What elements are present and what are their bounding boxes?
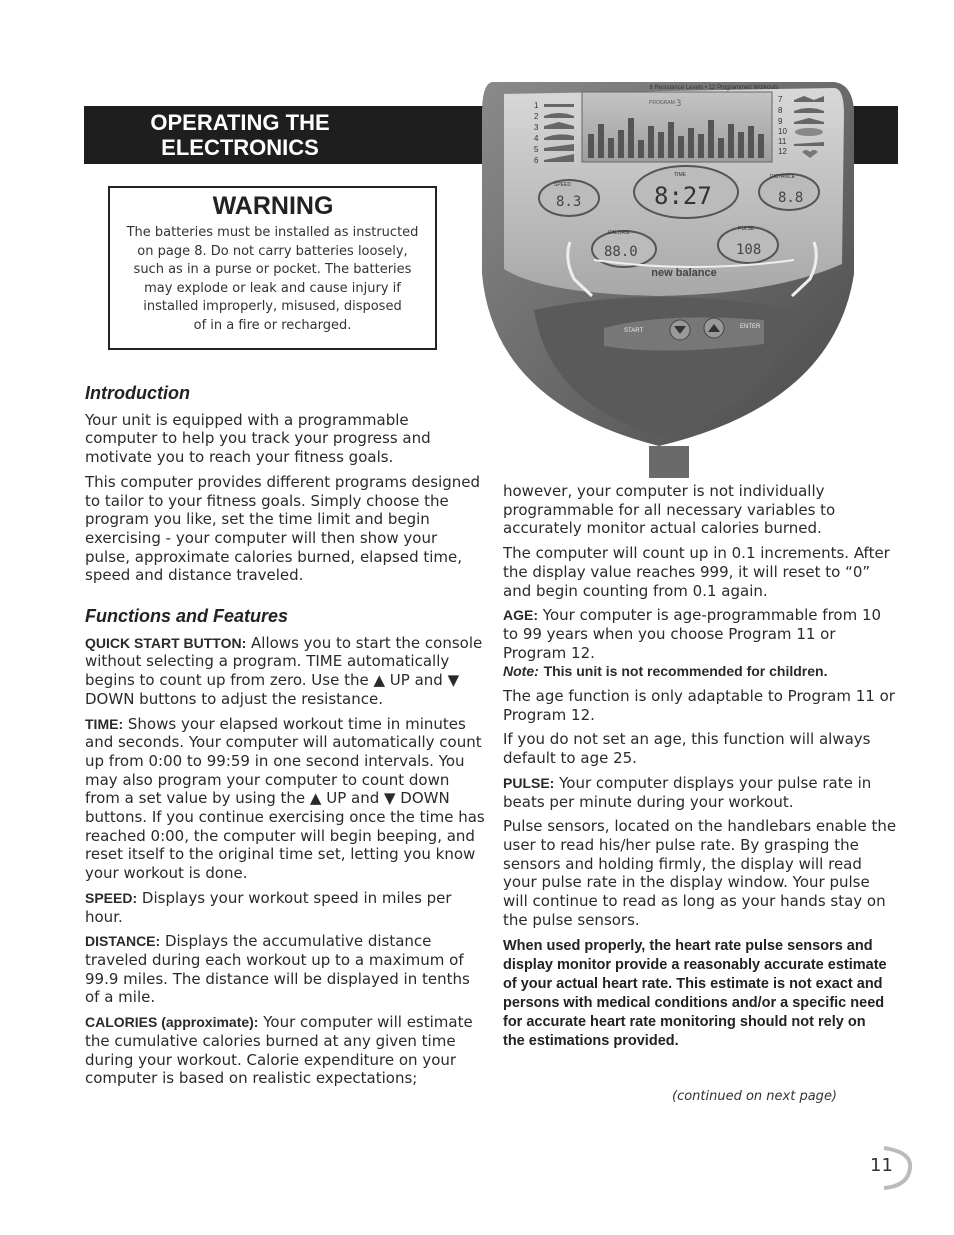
- calories-label: CALORIES (approximate):: [85, 1014, 259, 1031]
- left-column: [85, 384, 485, 1088]
- program-value: 3: [676, 99, 682, 109]
- pulse-label: PULSE: [738, 226, 755, 232]
- svg-text:8: 8: [778, 106, 783, 115]
- distance-paragraph: DISTANCE: Displays the accumulative distance traveled during each workout up to a maximum of 99.9 miles. The distance will be displayed in tenths of a mile.: [85, 932, 470, 1007]
- speed-value: 8.3: [556, 194, 582, 210]
- calories-paragraph: CALORIES (approximate): Your computer will estimate the cumulative calories burned at any given time during your workout. Calorie expenditure on your computer is based on realistic expectations;: [85, 1013, 473, 1088]
- console-header: 8 Resistance Levels • 12 Programmed Workouts: [649, 85, 779, 91]
- time-value: 8:27: [654, 182, 712, 210]
- increment-paragraph: The computer will count up in 0.1 increments. After the display value reaches 999, it will reset to “0” and begin counting from 0.1 again.: [503, 544, 890, 600]
- brand-logo: new balance: [651, 267, 717, 279]
- continued-note: (continued on next page): [672, 1089, 838, 1104]
- note-paragraph: Note: This unit is not recommended for children.: [503, 663, 828, 680]
- time-paragraph: TIME: Shows your elapsed workout time in minutes and seconds. Your computer will automatically count up from 0:00 to 99:59 in one second intervals. You may also program your computer to count down from a set value by using the ▲ UP and ▼ DOWN buttons. If you continue exercising once the time has reached 0:00, the computer will begin beeping, and reset itself to the original time set, letting you know your workout is done.: [85, 714, 485, 883]
- section-title-line1: OPERATING THE: [150, 110, 330, 135]
- console-lower-rim: [534, 297, 796, 436]
- right-column: [503, 482, 897, 1051]
- age-paragraph: AGE: Your computer is age-programmable from 10 to 99 years when you choose Program 11 or Program 12.: [503, 606, 882, 662]
- svg-text:5: 5: [534, 145, 539, 154]
- warning-title: WARNING: [212, 192, 334, 220]
- svg-text:4: 4: [534, 134, 539, 143]
- pulse-sensors-paragraph: Pulse sensors, located on the handlebars enable the user to read his/her pulse rate. By grasping the sensors and holding firmly, the display will read your pulse rate in the display window. Your pulse will continue to read as long as your hands stay on the pulse sensors.: [503, 817, 897, 929]
- distance-label: DISTANCE:: [85, 933, 161, 950]
- warning-body: [120, 224, 425, 336]
- calorie-label: CALORIE: [608, 230, 630, 236]
- pulse-value: 108: [736, 242, 762, 258]
- svg-text:12: 12: [778, 147, 787, 156]
- svg-text:6: 6: [534, 156, 539, 165]
- svg-text:10: 10: [778, 127, 787, 136]
- svg-text:2: 2: [534, 112, 539, 121]
- warning-line: such as in a purse or pocket. The batteries: [133, 262, 412, 278]
- console-illustration: [474, 74, 864, 478]
- distance-label: DISTANCE: [770, 174, 795, 180]
- warning-line: on page 8. Do not carry batteries loosely,: [137, 243, 408, 259]
- pulse-label: PULSE:: [503, 774, 555, 791]
- time-label: TIME: [674, 172, 686, 178]
- speed-paragraph: SPEED: Displays your workout speed in miles per hour.: [85, 888, 452, 926]
- pulse-paragraph: PULSE: Your computer displays your pulse rate in beats per minute during your workout.: [503, 773, 872, 811]
- speed-label: SPEED: [554, 182, 571, 188]
- start-label: START: [624, 328, 644, 334]
- svg-text:11: 11: [778, 137, 787, 146]
- warning-line: The batteries must be installed as instructed: [126, 225, 419, 240]
- intro-paragraph: Your unit is equipped with a programmable computer to help you track your progress and motivate you to reach your fitness goals.: [85, 410, 431, 467]
- calorie-value: 88.0: [604, 244, 638, 260]
- svg-text:1: 1: [534, 101, 539, 110]
- svg-text:3: 3: [534, 123, 539, 132]
- warning-line: of in a fire or recharged.: [193, 317, 352, 333]
- program-label: PROGRAM: [649, 100, 675, 106]
- intro-heading: Introduction: [85, 383, 190, 403]
- svg-text:9: 9: [778, 117, 783, 126]
- console-stem: [649, 446, 689, 478]
- age-default-paragraph: If you do not set an age, this function will always default to age 25.: [503, 730, 871, 768]
- heart-rate-disclaimer: When used properly, the heart rate pulse sensors and display monitor provide a reasonably accurate estimate of your actual heart rate. This estimate is not exact and persons with medical conditions and/or a specific need for accurate heart rate monitoring should not rely on the estimations provided.: [503, 938, 887, 1050]
- age-label: AGE:: [503, 607, 538, 624]
- distance-value: 8.8: [778, 190, 804, 206]
- time-label: TIME:: [85, 715, 124, 732]
- intro-paragraph: This computer provides different programs designed to tailor to your fitness goals. Simply choose the program you like, set the time limit and begin exercising - your computer will then show your pulse, approximate calories burned, elapsed time, speed and distance traveled.: [85, 472, 481, 585]
- quick-start-label: QUICK START BUTTON:: [85, 634, 247, 651]
- age-program-paragraph: The age function is only adaptable to Program 11 or Program 12.: [503, 687, 895, 724]
- section-title: [84, 110, 396, 160]
- calorie-continued-paragraph: however, your computer is not individually programmable for all necessary variables to accurately monitor actual calories burned.: [503, 482, 836, 538]
- enter-label: ENTER: [740, 324, 761, 330]
- svg-text:7: 7: [778, 95, 783, 104]
- warning-line: installed improperly, misused, disposed: [143, 299, 402, 315]
- page-number: 11: [870, 1155, 893, 1176]
- section-title-line2: ELECTRONICS: [161, 135, 319, 160]
- features-heading: Functions and Features: [85, 606, 289, 627]
- warning-line: may explode or leak and cause injury if: [144, 280, 401, 296]
- note-label: Note:: [503, 663, 539, 680]
- speed-label: SPEED:: [85, 889, 138, 906]
- quick-start-paragraph: QUICK START BUTTON: Allows you to start the console without selecting a program. TIME automatically begins to count up from zero. Use the ▲ UP and ▼ DOWN buttons to adjust the resistance.: [85, 633, 483, 708]
